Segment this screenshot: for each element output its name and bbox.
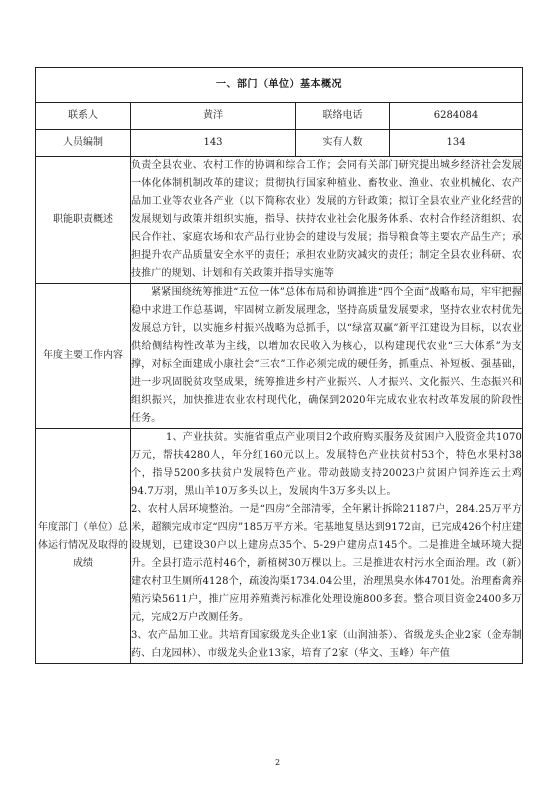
phone-value: 6284084	[390, 103, 523, 130]
phone-label: 联络电话	[296, 103, 390, 130]
basic-info-table	[35, 67, 523, 664]
overall-status-text	[131, 429, 523, 664]
duties-paragraph: 负责全县农业、农村工作的协调和综合工作；会同有关部门研究提出城乡经济社会发展一体化体制机制改革的建议；贯彻执行国家种植业、畜牧业、渔业、农业机械化、农产品加工业等农业各产业（以下简称农业）发展的方针政策；拟订全县农业产业化经营的发展规划与政策并组织实施，指导、扶持农业社会化服务体系、农村合作经济组织、农民合作社、家庭农场和农产品行业协会的建设与发展；指导粮食等主要农产品生产；承担提升农产品质量安全水平的责任；承担农业防灾减灾的责任；制定全县农业科研、农技推广的规划、计划和有关政策并指导实施等	[131, 160, 523, 279]
annual-work-text	[131, 284, 523, 429]
annual-work-label: 年度主要工作内容	[36, 284, 131, 429]
overall-paragraph-2: 2、农村人居环境整治。一是“四房”全部清零，全年累计拆除21187户，284.25万平方米，超额完成市定“四房”185万平方米。宅基地复垦达到9172亩，已完成426个村庄建设规划，已建设30户以上建房点35个、5-29户建房点145个。二是推进全域环境大提升。全县打造示范村46个，新植树30万棵以上。三是推进农村污水全面治理。改（新）建农村卫生厕所4128个，疏浚沟渠1734.04公里，治理黑臭水体4701处。治理畜禽养殖污染5611户，推广应用养殖粪污标准化处理设施800多套。整合项目资金2400多万元，完成2万户改厕任务。	[131, 504, 523, 623]
page-number: 2	[274, 758, 281, 767]
overall-paragraph-3: 3、农产品加工业。共培育国家级龙头企业1家（山润油茶）、省级龙头企业2家（金寿制药、白龙园林）、市级龙头企业13家，培育了2家（华文、玉峰）年产值	[131, 630, 523, 659]
annual-work-paragraph: 紧紧围绕统筹推进“五位一体”总体布局和协调推进“四个全面”战略布局，牢牢把握稳中求进工作总基调，牢固树立新发展理念，坚持高质量发展要求，坚持农业农村优先发展总方针，以实施乡村振兴战略为总抓手，以“绿富双赢”新平江建设为目标，以农业供给侧结构性改革为主线，以增加农民收入为核心，以构建现代农业“三大体系”为支撑，对标全面建成小康社会“三农”工作必须完成的硬任务，抓重点、补短板、强基础，进一步巩固脱贫攻坚成果，统筹推进乡村产业振兴、人才振兴、文化振兴、生态振兴和组织振兴，加快推进农业农村现代化，确保到2020年完成农业农村改革发展的阶段性任务。	[131, 287, 523, 424]
staff-quota-label: 人员编制	[36, 130, 131, 157]
contact-value: 黄洋	[131, 103, 296, 130]
contact-label: 联系人	[36, 103, 131, 130]
actual-staff-value: 134	[390, 130, 523, 157]
actual-staff-label: 实有人数	[296, 130, 390, 157]
overall-paragraph-1: 1、产业扶贫。实施省重点产业项目2个政府购买服务及贫困户入股资金共1070万元，帮扶4280人，年分红160元以上。发展特色产业扶贫村53个，特色水果村38个，指导5200多扶贫户发展特色产业。带动鼓励支持20023户贫困户饲养连云土鸡94.7万羽，黑山羊10万多头以上，发展肉牛3万多头以上。	[131, 432, 523, 497]
duties-label: 职能职责概述	[36, 157, 131, 284]
section-title: 一、部门（单位）基本概况	[36, 68, 523, 103]
duties-text	[131, 157, 523, 284]
staff-quota-value: 143	[131, 130, 296, 157]
overall-status-label: 年度部门（单位）总体运行情况及取得的成绩	[36, 429, 131, 664]
